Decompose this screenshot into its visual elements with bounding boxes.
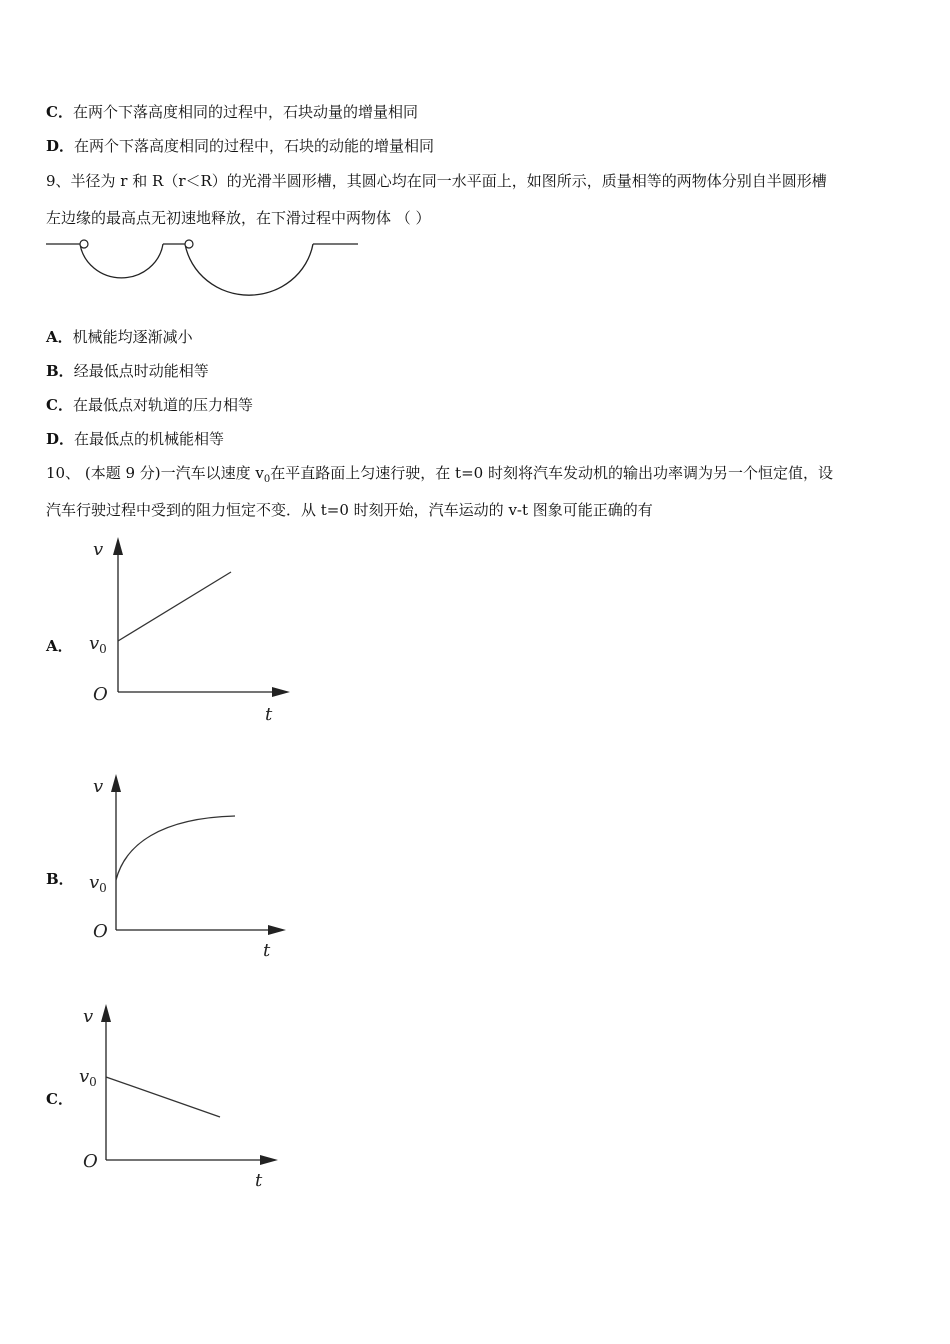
graph-a-label: A．	[46, 637, 73, 655]
option-label: C．	[46, 396, 73, 414]
y-axis-arrow	[113, 537, 123, 555]
stem-part-b: 在平直路面上匀速行驶，在 t=0 时刻将汽车发动机的输出功率调为另一个恒定值，设	[270, 464, 833, 482]
small-ball	[80, 240, 88, 248]
origin-label: O	[93, 684, 108, 705]
q9-option-c	[46, 395, 253, 415]
option-label: B．	[46, 362, 74, 380]
v0-symbol: v	[79, 1066, 90, 1087]
v0-subscript: 0	[89, 1075, 97, 1089]
option-text: 经最低点时动能相等	[73, 362, 209, 380]
v0-subscript: 0	[99, 881, 107, 895]
v0-label	[89, 633, 107, 656]
v-t-line-increasing	[118, 572, 231, 641]
v0-label	[79, 1066, 97, 1089]
q9-option-b	[46, 361, 209, 381]
y-axis-label: v	[93, 539, 104, 560]
stem-subscript: 0	[263, 474, 271, 485]
q10-stem-line2: 汽车行驶过程中受到的阻力恒定不变．从 t=0 时刻开始，汽车运动的 v-t 图象可能正确的有	[46, 501, 653, 519]
option-label: D．	[46, 137, 75, 155]
y-axis-label: v	[93, 776, 104, 797]
x-axis-arrow	[260, 1155, 278, 1165]
v0-label	[89, 872, 107, 895]
option-label: D．	[46, 430, 75, 448]
q9-stem-line2: 左边缘的最高点无初速地释放，在下滑过程中两物体 （ ）	[46, 209, 431, 227]
option-text: 在两个下落高度相同的过程中，石块动量的增量相同	[72, 103, 418, 121]
graph-c-label: C．	[46, 1090, 73, 1108]
x-axis-label: t	[263, 940, 271, 961]
option-label: A．	[46, 328, 73, 346]
q8-option-d	[46, 136, 434, 156]
q10-stem-line1	[46, 463, 833, 490]
graph-c	[75, 1000, 290, 1195]
v-t-line-decreasing	[106, 1077, 220, 1117]
x-axis-arrow	[272, 687, 290, 697]
x-axis-label: t	[265, 704, 273, 725]
option-text: 在最低点对轨道的压力相等	[72, 396, 253, 414]
option-text: 在两个下落高度相同的过程中，石块的动能的增量相同	[74, 137, 435, 155]
option-label: C．	[46, 103, 73, 121]
v0-symbol: v	[89, 633, 100, 654]
option-text: 在最低点的机械能相等	[74, 430, 225, 448]
stem-part-a: 10、 (本题 9 分)一汽车以速度 v	[46, 464, 264, 482]
x-axis-label: t	[255, 1170, 263, 1191]
large-ball	[185, 240, 193, 248]
q8-option-c	[46, 102, 418, 122]
origin-label: O	[83, 1151, 98, 1172]
option-text: 机械能均逐渐减小	[72, 328, 193, 346]
graph-b-label: B．	[46, 870, 74, 888]
q9-option-d	[46, 429, 224, 449]
v0-subscript: 0	[99, 642, 107, 656]
graph-b	[85, 770, 300, 965]
graph-a	[85, 535, 300, 730]
origin-label: O	[93, 921, 108, 942]
x-axis-arrow	[268, 925, 286, 935]
q9-semicircle-tracks-figure	[40, 234, 370, 314]
large-groove	[185, 244, 313, 295]
y-axis-label: v	[83, 1006, 94, 1027]
q9-option-a	[46, 327, 193, 347]
small-groove	[80, 244, 163, 278]
q9-stem-line1: 9、半径为 r 和 R（r＜R）的光滑半圆形槽，其圆心均在同一水平面上，如图所示，质量相等的两物体分别自半圆形槽	[46, 172, 827, 190]
v0-symbol: v	[89, 872, 100, 893]
y-axis-arrow	[111, 774, 121, 792]
y-axis-arrow	[101, 1004, 111, 1022]
v-t-curve-increasing-saturating	[116, 816, 235, 880]
